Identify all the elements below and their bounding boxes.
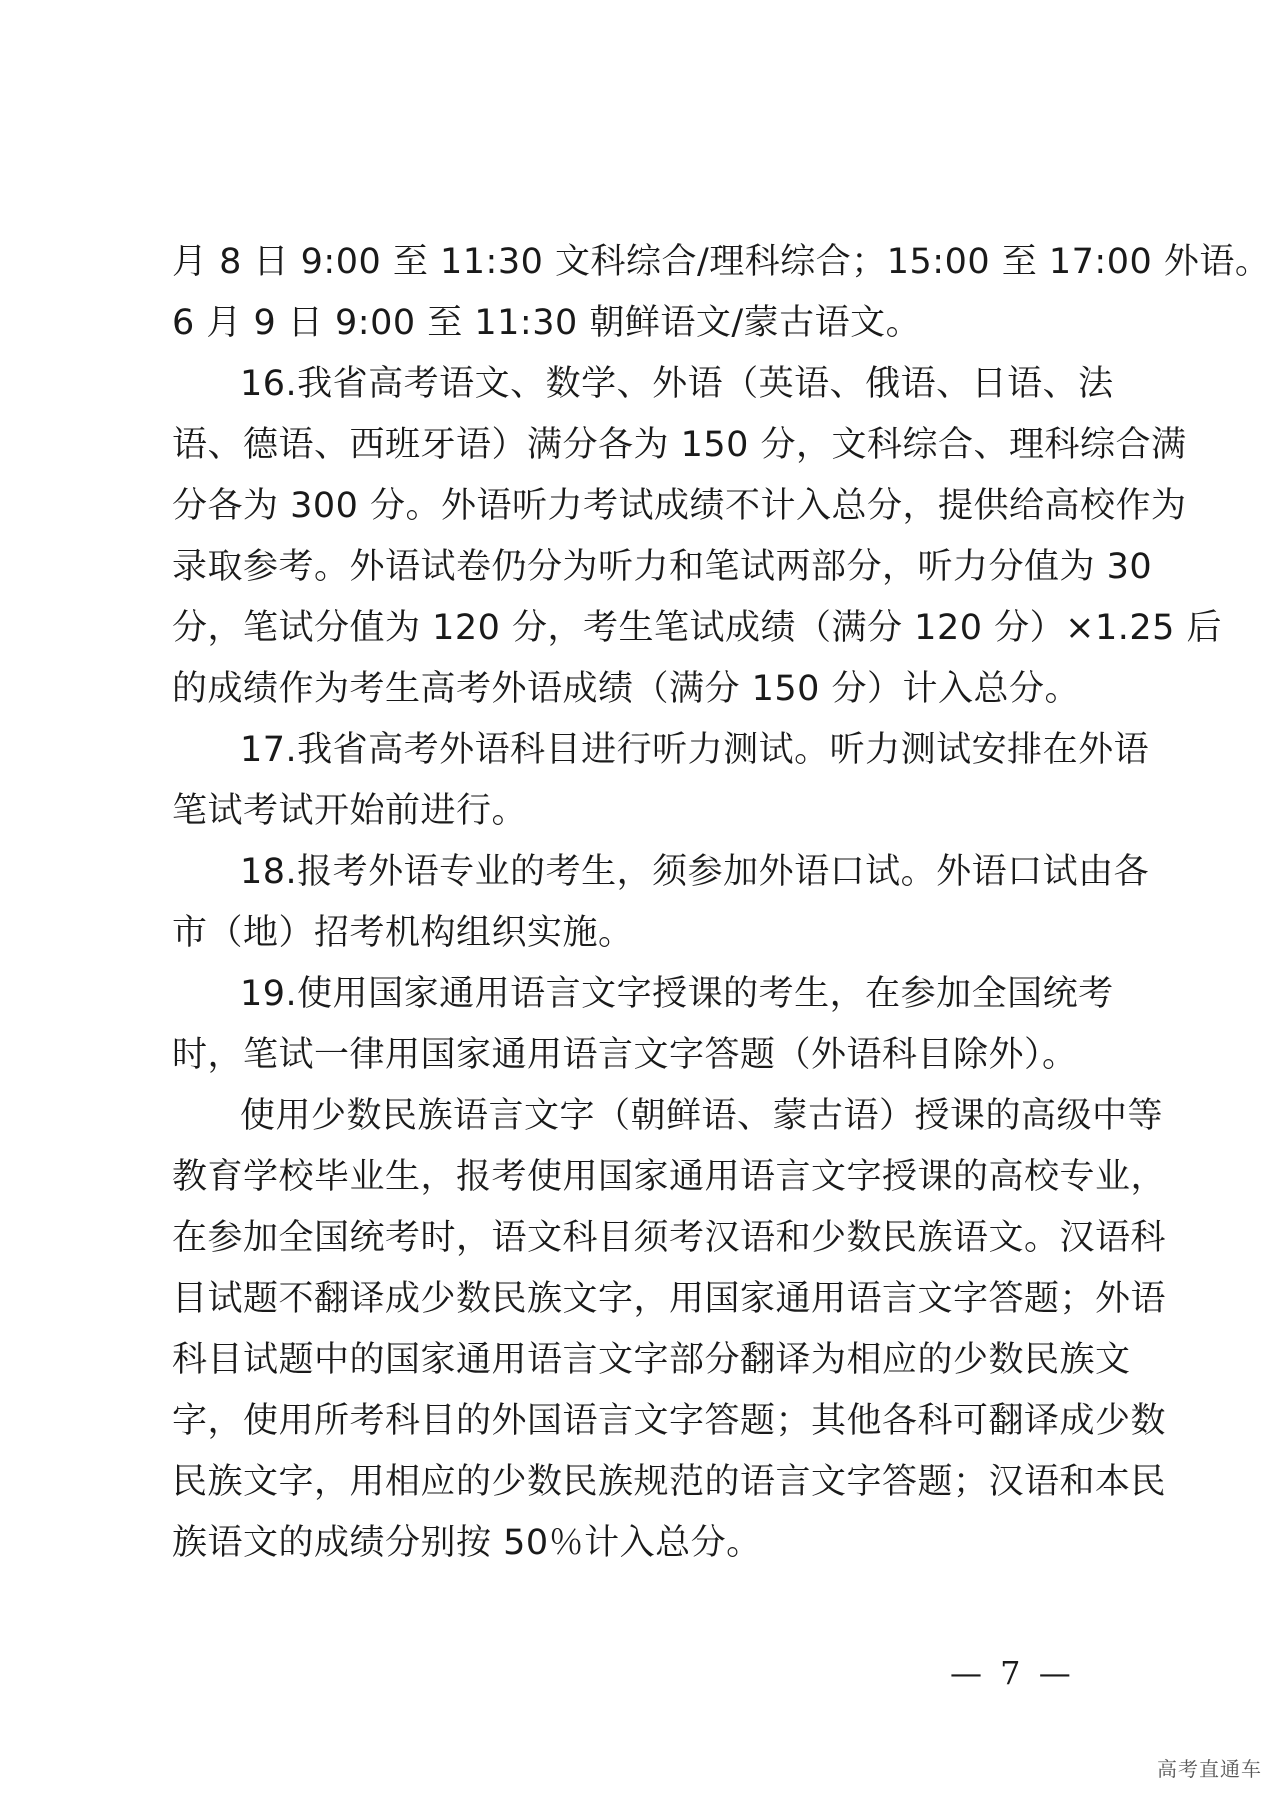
text-line: 在参加全国统考时，语文科目须考汉语和少数民族语文。汉语科: [172, 1218, 1167, 1258]
text-line: 分各为 300 分。外语听力考试成绩不计入总分，提供给高校作为: [172, 486, 1187, 526]
text-line: 字，使用所考科目的外国语言文字答题；其他各科可翻译成少数: [172, 1401, 1167, 1441]
page-number: — 7 —: [950, 1654, 1075, 1692]
text-line: 6 月 9 日 9:00 至 11:30 朝鲜语文/蒙古语文。: [172, 303, 922, 343]
text-line: 18.报考外语专业的考生，须参加外语口试。外语口试由各: [240, 852, 1150, 892]
text-line: 族语文的成绩分别按 50％计入总分。: [172, 1523, 762, 1563]
text-line: 教育学校毕业生，报考使用国家通用语言文字授课的高校专业，: [172, 1157, 1167, 1197]
text-line: 分，笔试分值为 120 分，考生笔试成绩（满分 120 分）×1.25 后: [172, 608, 1222, 648]
text-line: 笔试考试开始前进行。: [172, 791, 528, 831]
text-line: 目试题不翻译成少数民族文字，用国家通用语言文字答题；外语: [172, 1279, 1167, 1319]
text-line: 时，笔试一律用国家通用语言文字答题（外语科目除外）。: [172, 1035, 1078, 1075]
text-line: 月 8 日 9:00 至 11:30 文科综合/理科综合；15:00 至 17:00 外语。: [172, 242, 1271, 282]
text-line: 17.我省高考外语科目进行听力测试。听力测试安排在外语: [240, 730, 1150, 770]
text-line: 16.我省高考语文、数学、外语（英语、俄语、日语、法: [240, 364, 1114, 404]
text-line: 科目试题中的国家通用语言文字部分翻译为相应的少数民族文: [172, 1340, 1131, 1380]
text-line: 语、德语、西班牙语）满分各为 150 分，文科综合、理科综合满: [172, 425, 1187, 465]
body-text: [172, 232, 1271, 1574]
text-line: 19.使用国家通用语言文字授课的考生，在参加全国统考: [240, 974, 1114, 1014]
text-line: 录取参考。外语试卷仍分为听力和笔试两部分，听力分值为 30: [172, 547, 1153, 587]
text-line: 使用少数民族语言文字（朝鲜语、蒙古语）授课的高级中等: [240, 1096, 1164, 1136]
watermark: 高考直通车: [1157, 1757, 1262, 1781]
text-line: 民族文字，用相应的少数民族规范的语言文字答题；汉语和本民: [172, 1462, 1167, 1502]
text-line: 市（地）招考机构组织实施。: [172, 913, 634, 953]
text-line: 的成绩作为考生高考外语成绩（满分 150 分）计入总分。: [172, 669, 1081, 709]
